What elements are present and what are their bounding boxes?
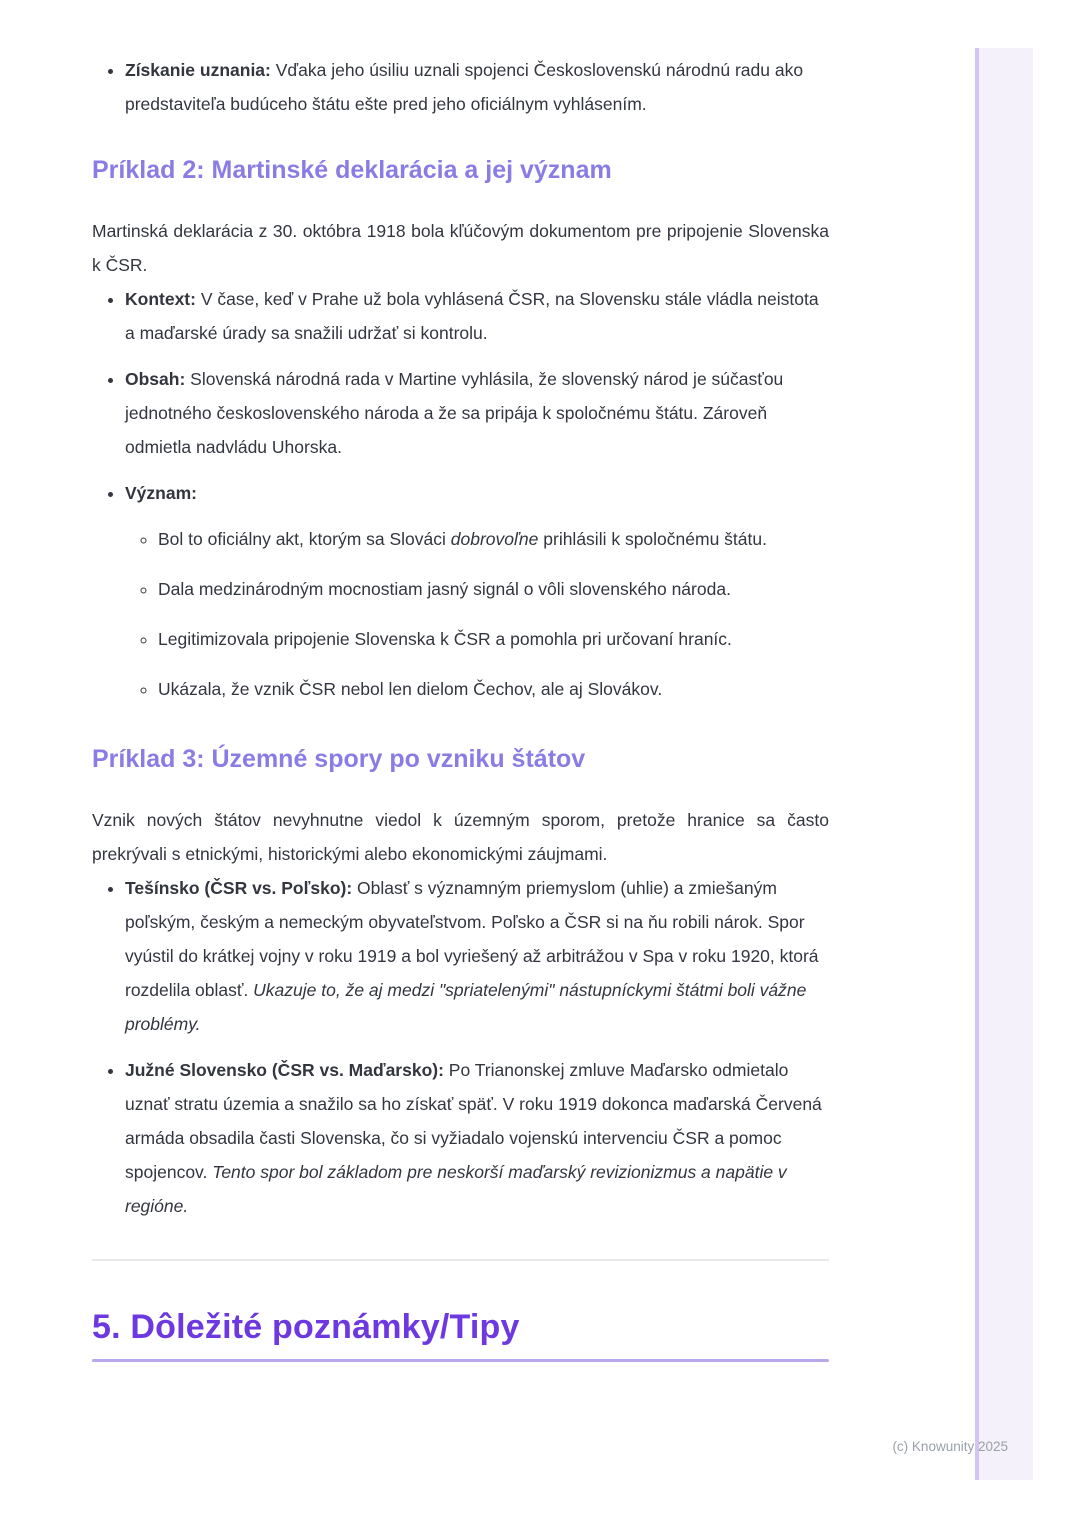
section2-bullet-list — [92, 282, 829, 706]
bullet-text: Oblasť s významným priemyslom (uhlie) a zmiešaným poľským, českým a nemeckým obyvateľstvom. Poľsko a ČSR si na ňu robili nárok. Spor vyústil do krátkej vojny v roku 1919 a bol vyriešený až arbitrážou v Spa v roku 1920, ktorá rozdelila oblasť. — [125, 878, 819, 1000]
bullet-text: Po Trianonskej zmluve Maďarsko odmietalo uznať stratu územia a snažilo sa ho získať späť. V roku 1919 dokonca maďarská Červená armáda obsadila časti Slovenska, čo si vyžiadalo vojenskú intervenciu ČSR a pomoc spojencov. — [125, 1060, 822, 1182]
sub-bullet-text: Bol to oficiálny akt, ktorým sa Slováci — [158, 529, 451, 549]
document-page — [92, 0, 829, 1362]
sub-bullet-text: prihlásili k spoločnému štátu. — [538, 529, 767, 549]
sub-bullet-text: Ukázala, že vznik ČSR nebol len dielom Čechov, ale aj Slovákov. — [158, 679, 663, 699]
chapter-heading-poznamky-tipy: 5. Dôležité poznámky/Tipy — [92, 1308, 520, 1346]
sub-list-item — [158, 522, 829, 556]
list-item — [125, 1053, 829, 1223]
bullet-lead: Význam: — [125, 483, 197, 503]
sub-bullet-italic: dobrovoľne — [450, 529, 539, 549]
bullet-lead: Tešínsko (ČSR vs. Poľsko): — [125, 878, 353, 898]
bullet-italic: Ukazuje to, že aj medzi "spriatelenými" nástupníckymi štátmi boli vážne problémy. — [125, 980, 807, 1034]
sub-bullet-text: Legitimizovala pripojenie Slovenska k ČSR a pomohla pri určovaní hraníc. — [158, 629, 732, 649]
section-divider — [92, 1259, 829, 1261]
chapter-heading-underline — [92, 1359, 829, 1362]
bullet-lead: Kontext: — [125, 289, 196, 309]
sub-bullet-text: Dala medzinárodným mocnostiam jasný signál o vôli slovenského národa. — [158, 579, 731, 599]
page-edge-panel — [975, 48, 1033, 1480]
list-item — [125, 282, 829, 350]
bullet-lead: Južné Slovensko (ČSR vs. Maďarsko): — [125, 1060, 444, 1080]
sub-list-item — [158, 572, 829, 606]
bullet-italic: Tento spor bol základom pre neskorší maďarský revizionizmus a napätie v regióne. — [125, 1162, 787, 1216]
sub-list-item — [158, 622, 829, 656]
bullet-text: Slovenská národná rada v Martine vyhlásila, že slovenský národ je súčasťou jednotného československého národa a že sa pripája k spoločnému štátu. Zároveň odmietla nadvládu Uhorska. — [125, 369, 784, 457]
sub-list-item — [158, 672, 829, 706]
bullet-lead: Obsah: — [125, 369, 186, 389]
bullet-lead: Získanie uznania: — [125, 60, 271, 80]
section3-paragraph: Vznik nových štátov nevyhnutne viedol k územným sporom, pretože hranice sa často prekrývali s etnickými, historickými alebo ekonomickými záujmami. — [92, 810, 829, 864]
bullet-text: Vďaka jeho úsiliu uznali spojenci Československú národnú radu ako predstaviteľa budúceho štátu ešte pred jeho oficiálnym vyhlásením. — [125, 60, 804, 114]
list-item — [125, 53, 829, 121]
list-item — [125, 871, 829, 1041]
section-heading-priklad-2: Príklad 2: Martinské deklarácia a jej význam — [92, 156, 612, 184]
section2-sub-bullet-list — [125, 522, 829, 706]
section-heading-priklad-3: Príklad 3: Územné spory po vzniku štátov — [92, 745, 586, 773]
footer-copyright: (c) Knowunity 2025 — [892, 1439, 1008, 1454]
bullet-text: V čase, keď v Prahe už bola vyhlásená ČSR, na Slovensku stále vládla neistota a maďarské úrady sa snažili udržať si kontrolu. — [125, 289, 819, 343]
section2-paragraph: Martinská deklarácia z 30. októbra 1918 bola kľúčovým dokumentom pre pripojenie Slovenska k ČSR. — [92, 221, 829, 275]
section3-bullet-list — [92, 871, 829, 1223]
list-item — [125, 476, 829, 706]
intro-bullet-list — [92, 53, 829, 121]
list-item — [125, 362, 829, 464]
